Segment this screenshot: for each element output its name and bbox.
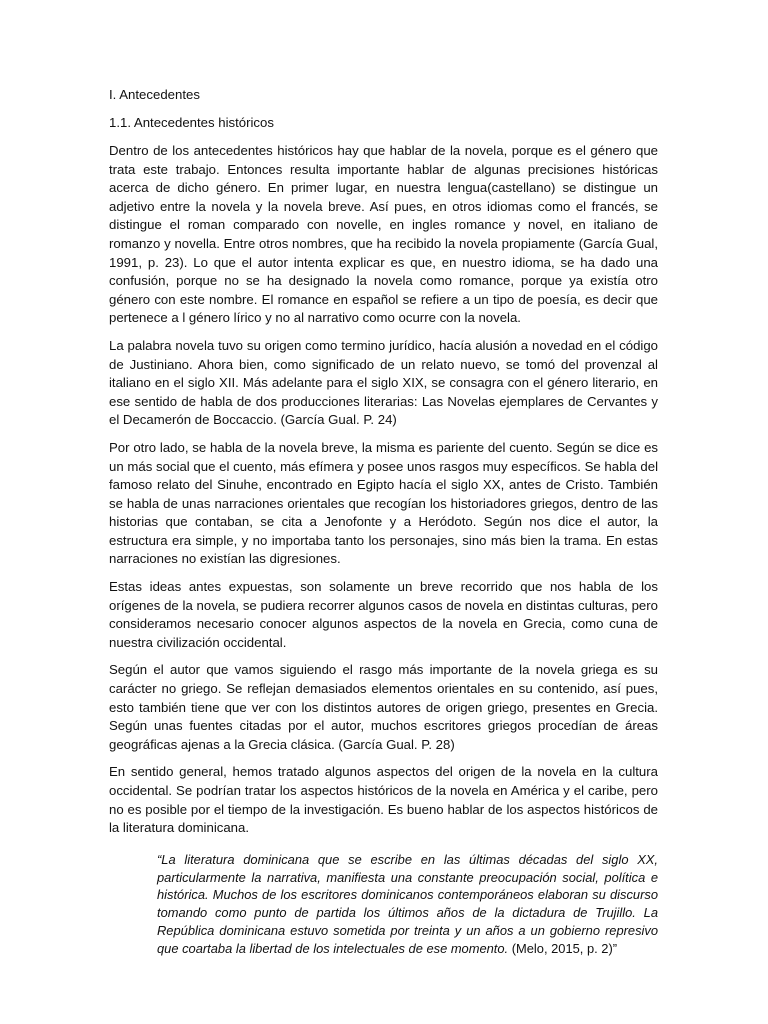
quote-text: “La literatura dominicana que se escribe en las últimas décadas del siglo XX, particularmente la narrativa, manifiesta una constante preocupación social, política e histórica. Muchos de los escritores dominicanos contemporáneos elaboran su discurso tomando como punto de partida los últimos años de la dictadura de Trujillo. La República dominicana estuvo sometida por treinta y un años a un gobierno represivo que coartaba la libertad de los intelectuales de ese momento. xyxy=(157,851,658,956)
paragraph-2: La palabra novela tuvo su origen como termino jurídico, hacía alusión a novedad en el código de Justiniano. Ahora bien, como significado de un relato nuevo, se tomó del provenzal al italiano en el siglo XII. Más adelante para el siglo XIX, se consagra con el género literario, en ese sentido de habla de dos producciones literarias: Las Novelas ejemplares de Cervantes y el Decamerón de Boccaccio. (García Gual. P. 24) xyxy=(109,337,658,428)
section-heading: I. Antecedentes xyxy=(109,87,200,102)
block-quote xyxy=(157,851,658,958)
quote-citation: (Melo, 2015, p. 2)” xyxy=(508,940,618,956)
paragraph-5: Según el autor que vamos siguiendo el rasgo más importante de la novela griega es su carácter no griego. Se reflejan demasiados elementos orientales en su contenido, así pues, esto también tiene que ver con los distintos autores de origen griego, presentes en Grecia. Según unas fuentes citadas por el autor, muchos escritores griegos procedían de áreas geográficas ajenas a la Grecia clásica. (García Gual. P. 28) xyxy=(109,662,658,752)
paragraph-3: Por otro lado, se habla de la novela breve, la misma es pariente del cuento. Según se dice es un más social que el cuento, más efímera y posee unos rasgos muy específicos. Se habla del famoso relato del Sinuhe, encontrado en Egipto hacía el siglo XX, antes de Cristo. También se habla de unas narraciones orientales que recogían los historiadores griegos, dentro de las historias que contaban, se cita a Jenofonte y a Heródoto. Según nos dice el autor, la estructura era simple, y no importaba tanto los personajes, sino más bien la trama. En estas narraciones no existían las digresiones. xyxy=(109,439,658,567)
paragraph-4: Estas ideas antes expuestas, son solamente un breve recorrido que nos habla de los orígenes de la novela, se pudiera recorrer algunos casos de novela en distintas culturas, pero consideramos necesario conocer algunos aspectos de la novela en Grecia, como cuna de nuestra civilización occidental. xyxy=(109,579,658,650)
paragraph-1: Dentro de los antecedentes históricos hay que hablar de la novela, porque es el género que trata este trabajo. Entonces resulta importante hablar de algunas precisiones históricas acerca de dicho género. En primer lugar, en nuestra lengua(castellano) se distingue un adjetivo entre la novela y la novela breve. Así pues, en otros idiomas como el francés, se distingue el roman comparado con novelle, en ingles romance y novel, en italiano de romanzo y novella. Entre otros nombres, que ha recibido la novela propiamente (García Gual, 1991, p. 23). Lo que el autor intenta explicar es que, en nuestro idioma, se ha dado una confusión, porque no se ha designado la novela como romance, porque ya existía otro género con este nombre. El romance en español se refiere a un tipo de poesía, es decir que pertenece a l género lírico y no al narrativo como ocurre con la novela. xyxy=(109,143,658,326)
paragraph-6: En sentido general, hemos tratado algunos aspectos del origen de la novela en la cultura occidental. Se podrían tratar los aspectos históricos de la novela en América y el caribe, pero no es posible por el tiempo de la investigación. Es bueno hablar de los aspectos históricos de la literatura dominicana. xyxy=(109,764,658,836)
subsection-heading: 1.1. Antecedentes históricos xyxy=(109,115,274,130)
document-page xyxy=(109,86,658,958)
